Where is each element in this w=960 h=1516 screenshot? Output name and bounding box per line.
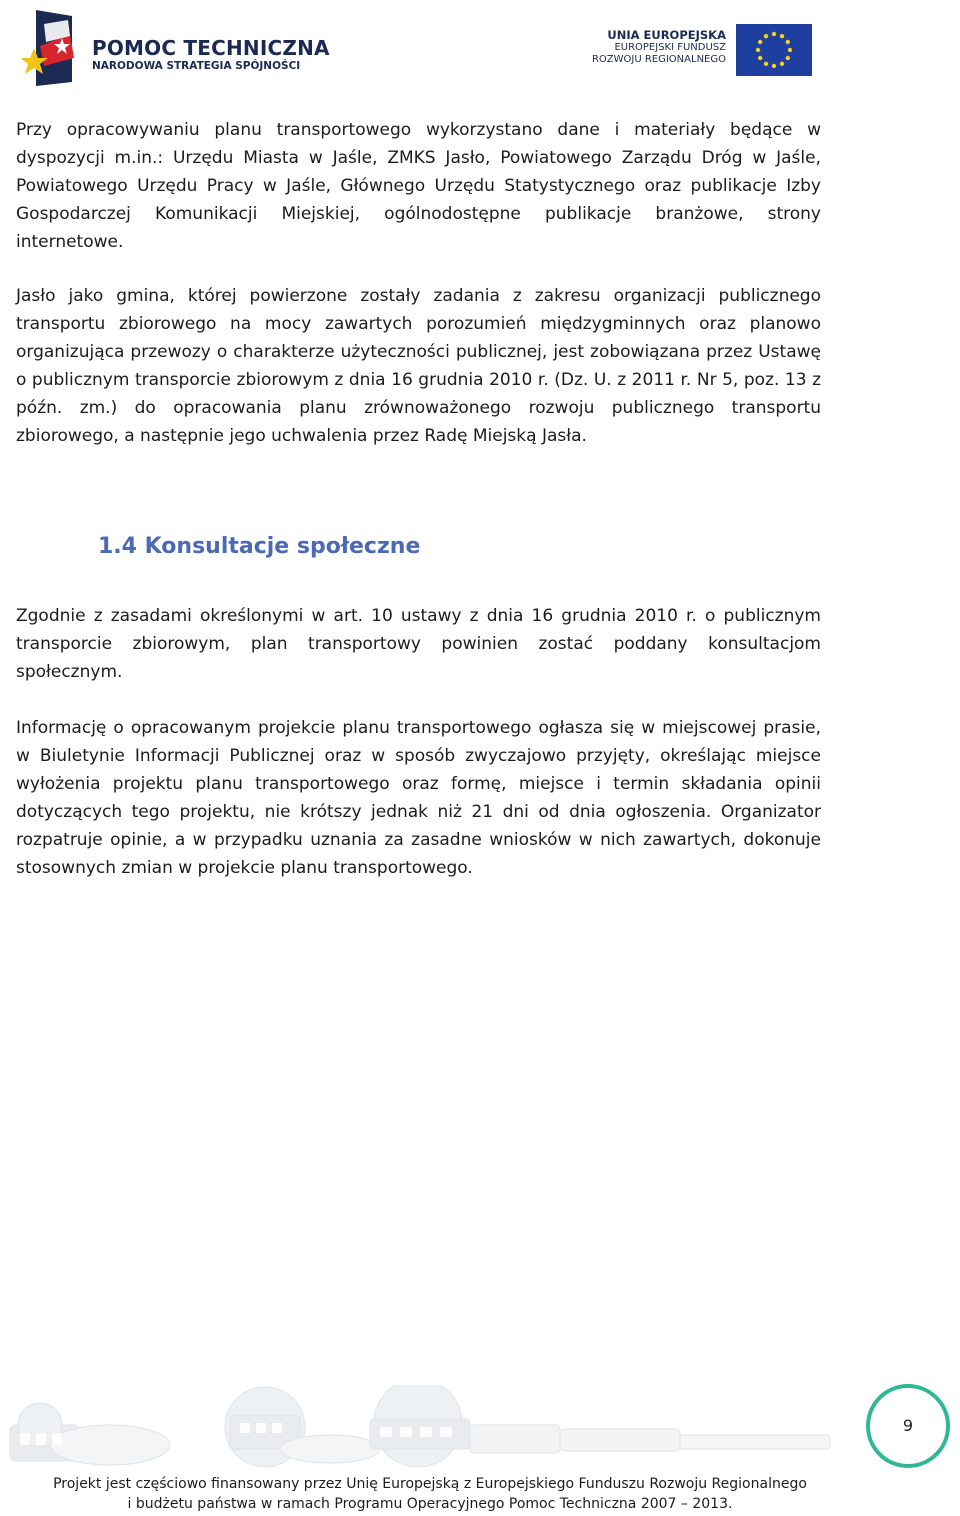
eu-flag-icon bbox=[736, 24, 812, 76]
eu-logo-text bbox=[592, 28, 726, 66]
paragraph-consultation-procedure: Informację o opracowanym projekcie planu transportowego ogłasza się w miejscowej prasie, w Biuletynie Informacji Publicznej oraz w sposób zwyczajowo przyjęty, określając miejsce wyłożenia projektu planu transportowego oraz formę, miejsce i termin składania opinii dotyczących tego projektu, nie krótszy jednak niż 21 dni od dnia ogłoszenia. Organizator rozpatruje opinie, a w przypadku uznania za zasadne wniosków w nich zawartych, dokonuje stosownych zmian w projekcie planu transportowego. bbox=[16, 718, 821, 878]
transport-vehicles-illustration-icon bbox=[0, 1385, 880, 1475]
page-header bbox=[0, 0, 960, 100]
pomoc-techniczna-logo bbox=[22, 6, 330, 86]
eu-fund-line1: EUROPEJSKI FUNDUSZ bbox=[614, 42, 726, 53]
eu-fund-line2: ROZWOJU REGIONALNEGO bbox=[591, 54, 726, 65]
funding-footer bbox=[0, 1474, 860, 1514]
funding-line-1: Projekt jest częściowo finansowany przez Unię Europejską z Europejskiego Funduszu Rozwoju Regionalnego bbox=[53, 1476, 807, 1492]
poland-flag-star-emblem-icon bbox=[22, 6, 84, 86]
brand-title: POMOC TECHNICZNA bbox=[92, 36, 330, 60]
eu-title: UNIA EUROPEJSKA bbox=[607, 28, 726, 42]
page-number: 9 bbox=[902, 1416, 914, 1435]
brand-subtitle: NARODOWA STRATEGIA SPÓJNOŚCI bbox=[92, 60, 301, 72]
funding-line-2: i budżetu państwa w ramach Programu Operacyjnego Pomoc Techniczna 2007 – 2013. bbox=[127, 1496, 733, 1512]
page-number-badge bbox=[866, 1384, 950, 1468]
eu-logo bbox=[591, 20, 814, 80]
paragraph-consultation-rule: Zgodnie z zasadami określonymi w art. 10 ustawy z dnia 16 grudnia 2010 r. o publicznym transporcie zbiorowym, plan transportowy powinien zostać poddany konsultacjom społecznym. bbox=[16, 606, 821, 682]
paragraph-legal-basis: Jasło jako gmina, której powierzone zostały zadania z zakresu organizacji publicznego transportu zbiorowego na mocy zawartych porozumień międzygminnych oraz planowo organizująca przewozy o charakterze użyteczności publicznej, jest zobowiązana przez Ustawę o publicznym transporcie zbiorowym z dnia 16 grudnia 2010 r. (Dz. U. z 2011 r. Nr 5, poz. 13 z późn. zm.) do opracowania planu zrównoważonego rozwoju publicznego transportu zbiorowego, a następnie jego uchwalenia przez Radę Miejską Jasła. bbox=[16, 286, 821, 446]
paragraph-data-sources: Przy opracowywaniu planu transportowego wykorzystano dane i materiały będące w dyspozycji m.in.: Urzędu Miasta w Jaśle, ZMKS Jasło, Powiatowego Zarządu Dróg w Jaśle, Powiatowego Urzędu Pracy w Jaśle, Głównego Urzędu Statystycznego oraz publikacje Izby Gospodarczej Komunikacji Miejskiej, ogólnodostępne publikacje branżowe, strony internetowe. bbox=[16, 120, 821, 252]
section-heading: 1.4 Konsultacje społeczne bbox=[98, 534, 421, 559]
